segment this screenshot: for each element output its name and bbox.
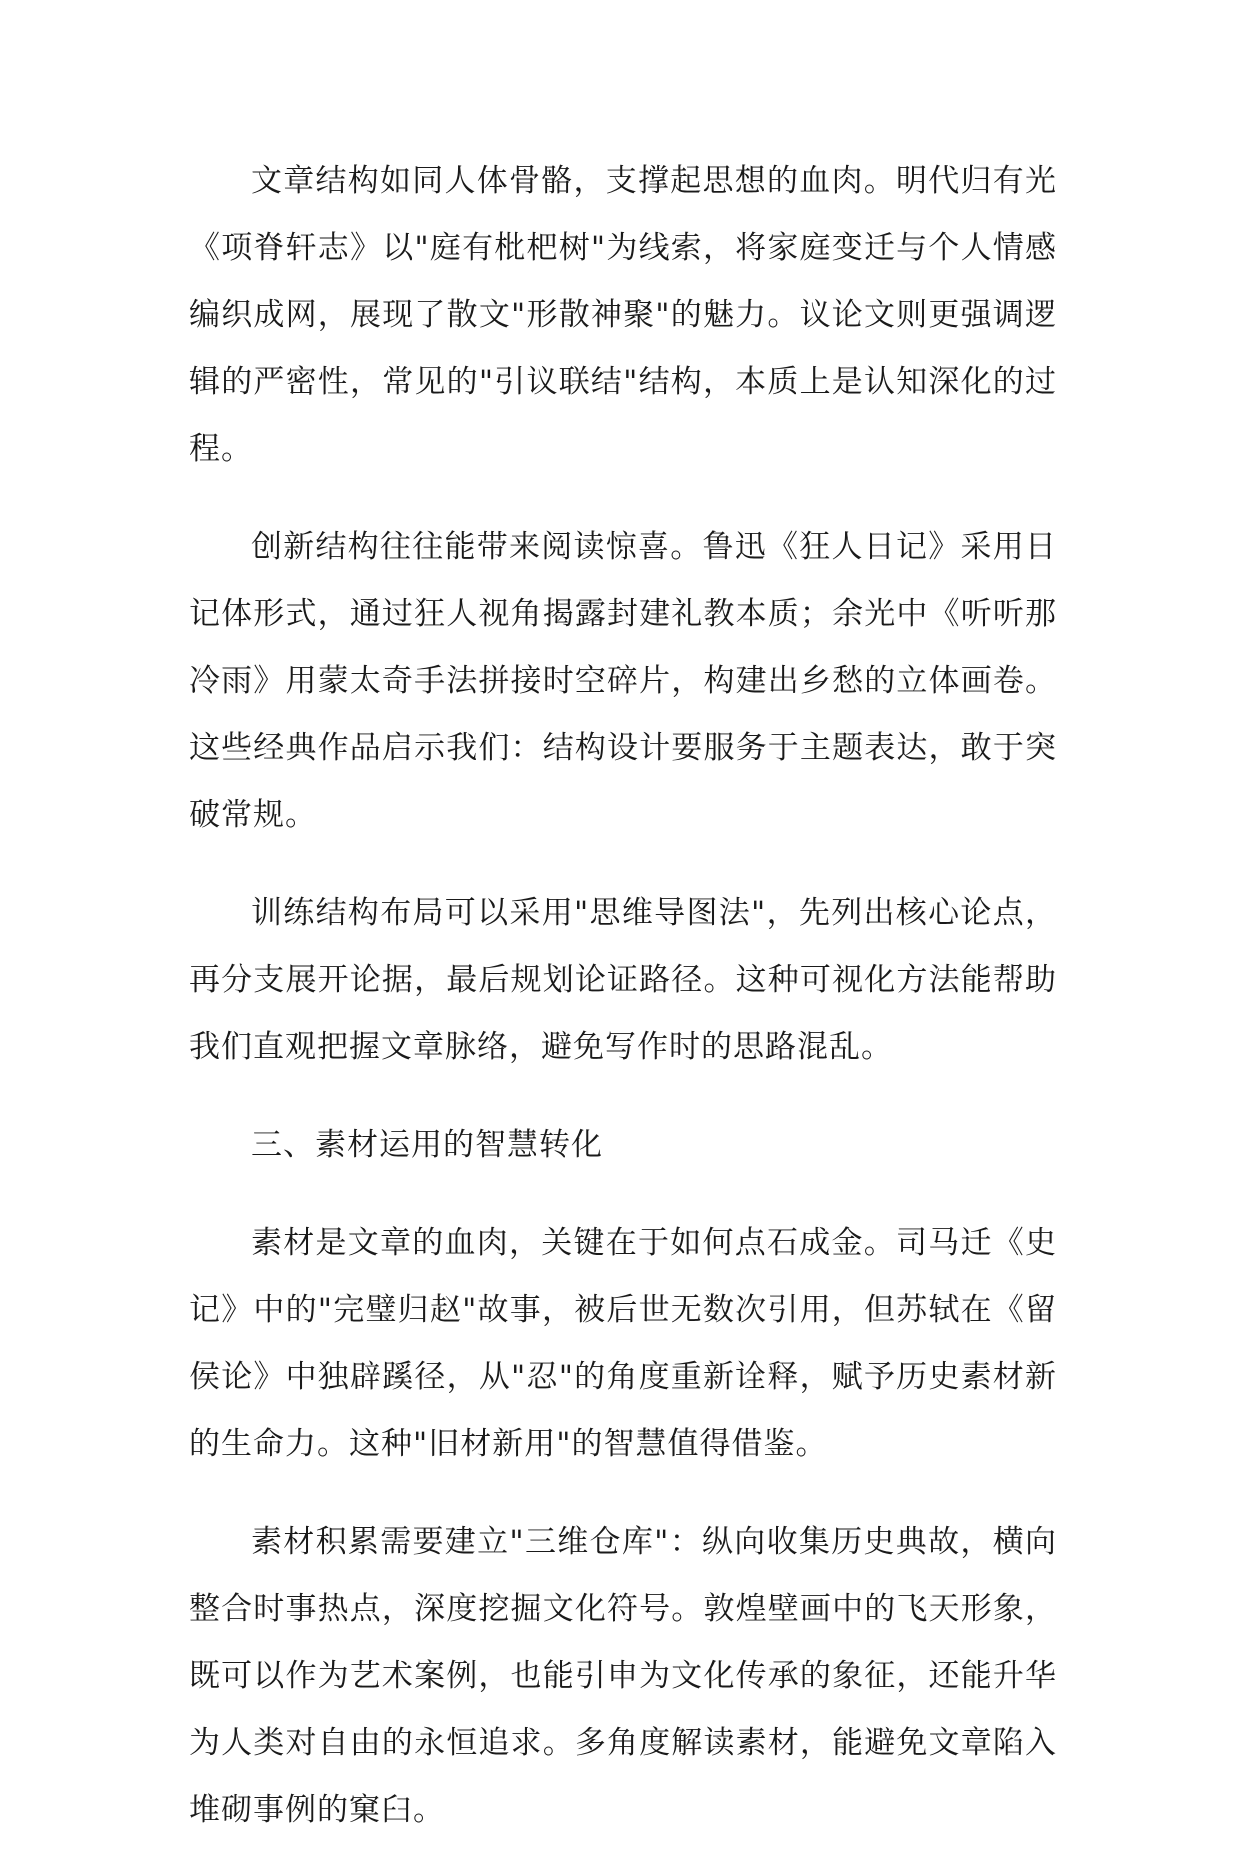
document-body (189, 148, 1057, 1875)
paragraph-structure-skeleton: 文章结构如同人体骨骼，支撑起思想的血肉。明代归有光《项脊轩志》以"庭有枇杷树"为线索，将家庭变迁与个人情感编织成网，展现了散文"形散神聚"的魅力。议论文则更强调逻辑的严密性，常见的"引议联结"结构，本质上是认知深化的过程。 (189, 163, 1057, 467)
paragraph-innovative-structure: 创新结构往往能带来阅读惊喜。鲁迅《狂人日记》采用日记体形式，通过狂人视角揭露封建礼教本质；余光中《听听那冷雨》用蒙太奇手法拼接时空碎片，构建出乡愁的立体画卷。这些经典作品启示我们：结构设计要服务于主题表达，敢于突破常规。 (189, 529, 1057, 833)
section-heading: 三、素材运用的智慧转化 (251, 1127, 603, 1163)
paragraph-mind-map-method: 训练结构布局可以采用"思维导图法"，先列出核心论点，再分支展开论据，最后规划论证路径。这种可视化方法能帮助我们直观把握文章脉络，避免写作时的思路混乱。 (189, 895, 1057, 1065)
paragraph-material-accumulation: 素材积累需要建立"三维仓库"：纵向收集历史典故，横向整合时事热点，深度挖掘文化符号。敦煌壁画中的飞天形象，既可以作为艺术案例，也能引申为文化传承的象征，还能升华为人类对自由的永恒追求。多角度解读素材，能避免文章陷入堆砌事例的窠臼。 (189, 1524, 1057, 1828)
paragraph-material-usage: 素材是文章的血肉，关键在于如何点石成金。司马迁《史记》中的"完璧归赵"故事，被后世无数次引用，但苏轼在《留侯论》中独辟蹊径，从"忍"的角度重新诠释，赋予历史素材新的生命力。这种"旧材新用"的智慧值得借鉴。 (189, 1225, 1057, 1462)
